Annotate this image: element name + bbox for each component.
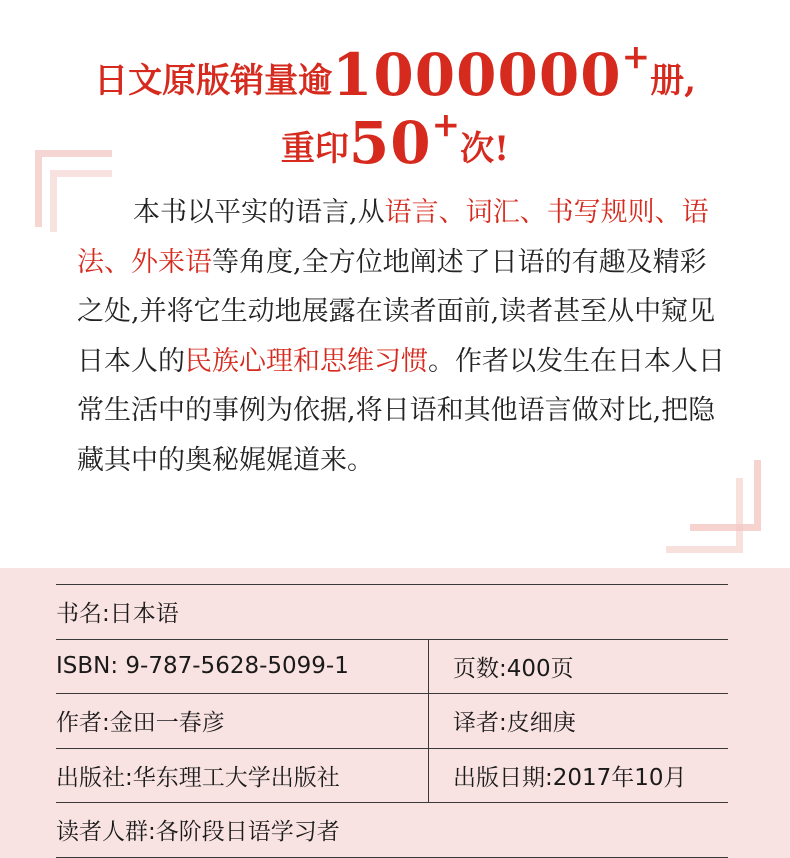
book-title: 书名:日本语 bbox=[56, 601, 179, 628]
book-info-table bbox=[56, 584, 728, 858]
isbn: ISBN: 9-787-5628-5099-1 bbox=[56, 640, 429, 694]
target-audience: 读者人群:各阶段日语学习者 bbox=[56, 819, 340, 846]
book-introduction bbox=[77, 188, 727, 485]
reprint-suffix: 次! bbox=[460, 129, 510, 169]
reprint-prefix: 重印 bbox=[280, 129, 349, 169]
table-row bbox=[56, 640, 728, 695]
table-row bbox=[56, 694, 728, 749]
table-row bbox=[56, 585, 728, 640]
page-count: 页数:400页 bbox=[453, 655, 574, 682]
sales-plus: + bbox=[621, 37, 651, 77]
intro-text-2: 等角度,全方位地阐述了日语的有趣及精彩之处,并将它生动地展露在读者面前,读者甚至从中窥见日本人的 bbox=[77, 246, 716, 377]
headline-suffix: 册, bbox=[650, 61, 696, 101]
intro-text-1: 本书以平实的语言,从 bbox=[133, 197, 385, 228]
reprint-plus: + bbox=[431, 105, 461, 145]
translator: 译者:皮细庚 bbox=[453, 710, 576, 737]
intro-highlight-mindset: 民族心理和思维习惯 bbox=[185, 345, 428, 377]
intro-text-3: 。作者以发生在日本人日常生活中的事例为依据,将日语和其他语言做对比,把隐藏其中的奥秘娓娓道来。 bbox=[77, 345, 725, 476]
corner-decoration-bottom-right bbox=[690, 460, 761, 531]
table-row bbox=[56, 803, 728, 858]
reprint-number: 50 bbox=[348, 109, 432, 177]
headline-prefix: 日文原版销量逾 bbox=[94, 61, 333, 101]
table-row bbox=[56, 749, 728, 804]
intro-highlight-topics: 语言、词汇、书写规则、语法、外来语 bbox=[77, 197, 709, 278]
sales-number: 1000000 bbox=[332, 41, 622, 109]
publisher: 出版社:华东理工大学出版社 bbox=[56, 749, 429, 803]
author: 作者:金田一春彦 bbox=[56, 694, 429, 748]
publication-date: 出版日期:2017年10月 bbox=[453, 764, 687, 791]
headline-line-2 bbox=[0, 90, 790, 184]
